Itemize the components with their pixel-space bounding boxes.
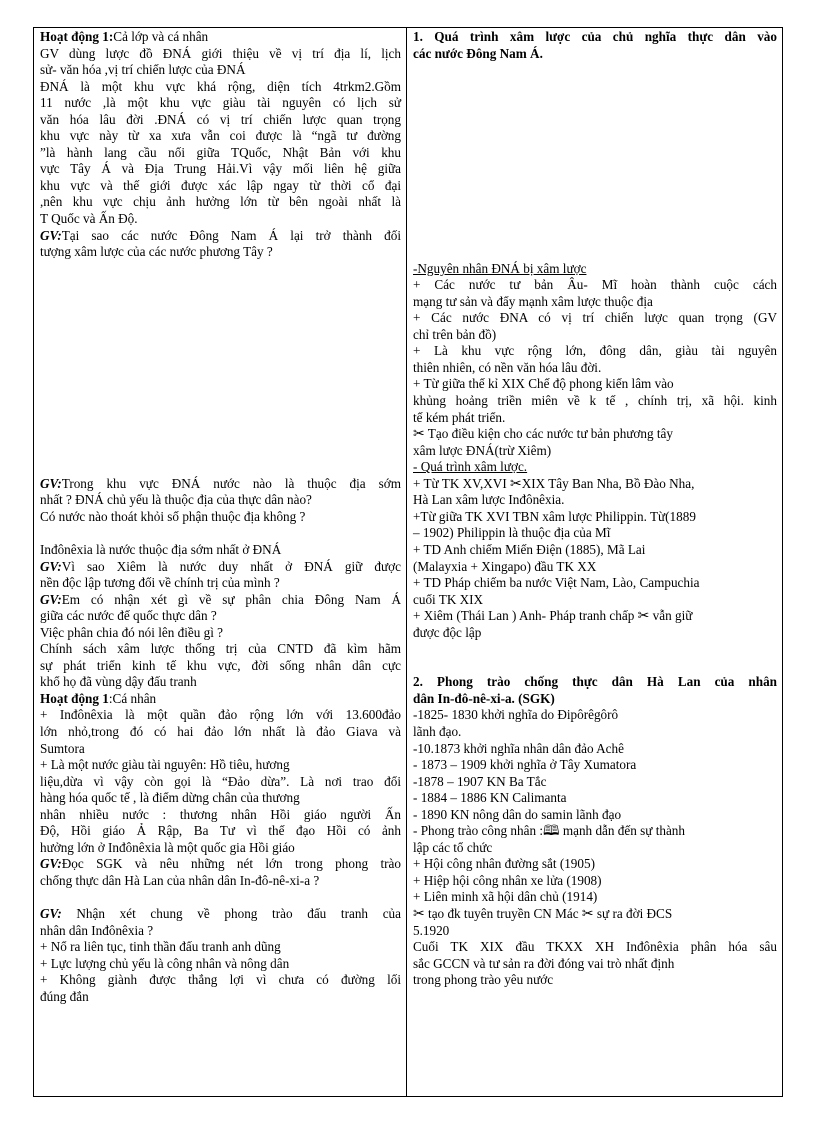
text-line <box>40 840 401 857</box>
text-segment: (Malayxia + Xingapo) đầu TK XX <box>413 558 597 574</box>
text-segment: - 1873 – 1909 khởi nghĩa ở Tây Xumatora <box>413 757 637 773</box>
text-line <box>413 724 777 741</box>
text-segment: tạo đk tuyên truyền CN Mác <box>424 905 582 921</box>
text-segment: 2. Phong trào chống thực dân Hà Lan của nhân <box>413 674 777 690</box>
text-segment: chỉ trên bản đồ) <box>413 326 497 342</box>
text-segment: sự ra đời ĐCS <box>593 905 673 921</box>
symbol-glyph: 🕮 <box>543 824 560 840</box>
text-segment: GV: <box>40 905 62 921</box>
text-segment: xâm lược ĐNÁ(trừ Xiêm) <box>413 442 552 458</box>
text-segment: hưởng lớn ở Inđônêxia là một quốc gia Hồi giáo <box>40 839 295 855</box>
text-line <box>40 211 401 228</box>
blank-line <box>413 145 777 162</box>
text-line <box>413 277 777 294</box>
text-line <box>40 873 401 890</box>
text-line <box>40 939 401 956</box>
text-line <box>40 112 401 129</box>
text-segment: Cả lớp và cá nhân <box>113 29 209 44</box>
text-line <box>413 889 777 906</box>
text-line <box>413 873 777 890</box>
text-line <box>413 972 777 989</box>
blank-line <box>413 658 777 675</box>
text-line <box>40 691 401 708</box>
blank-line <box>413 194 777 211</box>
text-line <box>413 376 777 393</box>
text-segment: Cuối TK XIX đầu TKXX XH Inđônêxia phân hóa sâu <box>413 939 777 955</box>
text-segment: nhất ? ĐNÁ chủ yếu là thuộc địa của thực dân nào? <box>40 492 312 508</box>
text-segment: khổ họ đã vùng dậy đấu tranh <box>40 674 197 690</box>
text-segment: + Không giành được thắng lợi vì chưa có đường lối <box>40 972 401 988</box>
text-line <box>40 641 401 658</box>
text-line <box>413 923 777 940</box>
text-line <box>413 426 777 443</box>
text-segment: + Hội công nhân đường sắt (1905) <box>413 856 595 872</box>
text-line <box>413 476 777 493</box>
text-line <box>413 823 777 840</box>
text-segment: Hoạt động 1 <box>40 690 109 706</box>
blank-line <box>413 95 777 112</box>
text-segment: + TD Anh chiếm Miến Điện (1885), Mã Lai <box>413 541 646 557</box>
text-line <box>40 509 401 526</box>
text-segment: 1. Quá trình xâm lược của chủ nghĩa thực dân vào <box>413 29 777 44</box>
text-line <box>413 856 777 873</box>
text-segment: Hà Lan xâm lược Inđônêxia. <box>413 492 565 508</box>
text-segment: Độ, Hồi giáo Ả Rập, Ba Tư vì thế đạo Hồi có ảnh <box>40 823 401 839</box>
blank-line <box>413 128 777 145</box>
text-segment: Sumtora <box>40 740 85 756</box>
text-segment: + Inđônêxia là một quần đảo rộng lớn với 13.600đảo <box>40 707 401 723</box>
blank-line <box>40 376 401 393</box>
text-line <box>413 707 777 724</box>
blank-line <box>413 62 777 79</box>
text-segment: ĐNÁ là một khu vực khá rộng, diện tích 4trkm2.Gồm <box>40 78 401 94</box>
text-segment: Vì sao Xiêm là nước duy nhất ở ĐNÁ giữ được <box>61 558 401 574</box>
text-line <box>40 989 401 1006</box>
text-segment: - Quá trình xâm lược. <box>413 459 528 475</box>
text-segment: + Nổ ra liên tục, tinh thần đấu tranh anh dũng <box>40 939 281 955</box>
text-segment: -Nguyên nhân ĐNÁ bị xâm lược <box>413 260 587 276</box>
text-segment: cuối TK XIX <box>413 591 484 607</box>
text-segment: + Từ giữa thế kỉ XIX Chế độ phong kiến lâm vào <box>413 376 674 392</box>
text-segment: + Liên minh xã hội dân chủ (1914) <box>413 889 598 905</box>
text-segment: sắc GCCN và tư sản ra đời đóng vai trò nhất định <box>413 955 675 971</box>
text-segment: Nhận xét chung về phong trào đấu tranh của <box>61 905 401 921</box>
text-segment: GV dùng lược đồ ĐNÁ giới thiệu về vị trí địa lí, lịch <box>40 45 401 61</box>
blank-line <box>40 426 401 443</box>
text-segment: - 1884 – 1886 KN Calimanta <box>413 790 567 806</box>
text-segment: khu vực này từ xa xưa vẫn coi được là “ngã tư đường <box>40 128 401 144</box>
text-line <box>413 327 777 344</box>
blank-line <box>413 211 777 228</box>
text-segment: lớn nhỏ,trong đó có hai đảo lớn nhất là đảo Giava và <box>40 723 401 739</box>
text-segment: đúng đắn <box>40 988 89 1004</box>
text-segment: liệu,dừa vì vậy còn gọi là “Đảo dừa”. Là nơi trao đổi <box>40 773 401 789</box>
blank-line <box>40 459 401 476</box>
text-segment: GV: <box>40 856 62 872</box>
text-segment: T Quốc và Ấn Độ. <box>40 211 138 227</box>
text-segment: sự phát triển kinh tế khu vực, đời sống nhân dân cực <box>40 657 401 673</box>
text-segment: Hoạt động 1: <box>40 29 114 44</box>
text-segment: mạng tư sản và đẩy mạnh xâm lược thuộc địa <box>413 293 653 309</box>
text-segment: thiên nhiên, có nền văn hóa lâu đời. <box>413 359 602 375</box>
text-line <box>40 707 401 724</box>
lesson-content-column <box>407 28 783 1097</box>
text-line <box>40 774 401 791</box>
lesson-plan-table <box>33 27 783 1097</box>
blank-line <box>40 261 401 278</box>
symbol-glyph: ✂ <box>413 906 425 922</box>
text-line <box>40 194 401 211</box>
text-segment: 11 nước ,là một khu vực giàu tài nguyên có lịch sử <box>40 95 401 111</box>
text-line <box>40 161 401 178</box>
text-line <box>413 310 777 327</box>
text-line <box>413 741 777 758</box>
text-line <box>40 62 401 79</box>
text-segment: nền độc lập tương đối về chính trị của mình ? <box>40 575 280 591</box>
text-segment: - 1890 KN nông dân do samin lãnh đạo <box>413 806 622 822</box>
text-line <box>413 525 777 542</box>
text-line <box>413 343 777 360</box>
text-line <box>413 443 777 460</box>
text-segment: GV: <box>40 475 62 491</box>
text-segment: nhân dân Inđônêxia ? <box>40 922 154 938</box>
blank-line <box>40 343 401 360</box>
text-segment: mạnh dẫn đến sự thành <box>559 823 685 839</box>
blank-line <box>413 79 777 96</box>
blank-line <box>40 327 401 344</box>
text-line <box>40 559 401 576</box>
blank-line <box>40 889 401 906</box>
blank-line <box>413 228 777 245</box>
blank-line <box>40 360 401 377</box>
text-line <box>40 956 401 973</box>
text-segment: vực Tây Á và Địa Trung Hải.Vì vậy mối liên hệ giữa <box>40 161 401 177</box>
text-segment: lãnh đạo. <box>413 723 462 739</box>
text-line <box>40 575 401 592</box>
text-segment: Việc phân chia đó nói lên điều gì ? <box>40 624 224 640</box>
blank-line <box>40 443 401 460</box>
text-segment: - Phong trào công nhân : <box>413 823 544 839</box>
text-line <box>413 294 777 311</box>
text-segment: +Từ giữa TK XVI TBN xâm lược Philippin. Từ(1889 <box>413 508 696 524</box>
text-line <box>413 674 777 691</box>
text-line <box>40 658 401 675</box>
text-line <box>413 625 777 642</box>
blank-line <box>40 410 401 427</box>
text-segment: :Cá nhân <box>108 690 157 706</box>
text-segment: + Lực lượng chủ yếu là công nhân và nông dân <box>40 955 290 971</box>
text-segment: GV: <box>40 591 62 607</box>
text-segment: GV: <box>40 227 62 243</box>
text-segment: giữa các nước đế quốc thực dân ? <box>40 608 217 624</box>
text-line <box>40 95 401 112</box>
text-segment: hàng hóa quốc tế , là điểm dừng chân của thương <box>40 790 300 806</box>
table-row <box>34 28 783 1097</box>
text-segment: + TD Pháp chiếm ba nước Việt Nam, Lào, Campuchia <box>413 575 700 591</box>
text-segment: tượng xâm lược của các nước phương Tây ? <box>40 244 273 260</box>
text-line <box>413 790 777 807</box>
text-segment: các nước Đông Nam Á. <box>413 45 543 61</box>
text-line <box>40 542 401 559</box>
text-segment: + Từ TK XV,XVI <box>413 475 511 491</box>
text-segment: Em có nhận xét gì về sự phân chia Đông Nam Á <box>61 591 401 607</box>
text-line <box>40 608 401 625</box>
text-segment: Tại sao các nước Đông Nam Á lại trở thành đối <box>61 227 401 243</box>
text-line <box>413 393 777 410</box>
text-segment: được độc lập <box>413 624 482 640</box>
text-line <box>40 724 401 741</box>
text-segment: + Là khu vực rộng lớn, đông dân, giàu tài nguyên <box>413 343 777 359</box>
text-line <box>413 542 777 559</box>
text-line <box>413 509 777 526</box>
text-segment: -1878 – 1907 KN Ba Tắc <box>413 773 547 789</box>
text-segment: + Các nước ĐNA có vị trí chiến lược quan trọng (GV <box>413 310 777 326</box>
symbol-glyph: ✂ <box>637 609 650 625</box>
blank-line <box>40 393 401 410</box>
text-line <box>413 46 777 63</box>
text-line <box>40 923 401 940</box>
text-line <box>40 79 401 96</box>
text-segment: ,nên khu vực chịu ảnh hưởng lớn từ bên ngoài nhất là <box>40 194 401 210</box>
text-line <box>40 906 401 923</box>
text-line <box>40 674 401 691</box>
text-line <box>40 757 401 774</box>
text-segment: Có nước nào thoát khỏi số phận thuộc địa không ? <box>40 508 306 524</box>
text-segment: chống thực dân Hà Lan của nhân dân In-đô-nê-xi-a ? <box>40 872 320 888</box>
text-segment: nhân nhiều nước : thương nhân Hồi giáo người Ấn <box>40 806 401 822</box>
blank-line <box>40 277 401 294</box>
text-segment: khu vực và thế giới được xác lập ngay từ thời cổ đại <box>40 177 401 193</box>
text-segment: + Xiêm (Thái Lan ) Anh- Pháp tranh chấp <box>413 608 638 624</box>
text-line <box>413 956 777 973</box>
text-line <box>413 807 777 824</box>
text-line <box>40 856 401 873</box>
text-segment: vẫn giữ <box>649 608 693 624</box>
text-line <box>413 360 777 377</box>
text-line <box>413 757 777 774</box>
text-segment: + Là một nước giàu tài nguyên: Hồ tiêu, hương <box>40 757 290 773</box>
text-segment: ”là hành lang cầu nối giữa TQuốc, Nhật Bản với khu <box>40 144 401 160</box>
text-line <box>40 46 401 63</box>
blank-line <box>413 244 777 261</box>
text-line <box>40 244 401 261</box>
text-segment: trong phong trào yêu nước <box>413 972 554 988</box>
symbol-glyph: ✂ <box>413 427 425 443</box>
symbol-glyph: ✂ <box>510 476 522 492</box>
text-segment: dân In-đô-nê-xi-a. (SGK) <box>413 690 555 706</box>
text-segment: XIX Tây Ban Nha, Bồ Đào Nha, <box>521 475 695 491</box>
text-segment: GV: <box>40 558 62 574</box>
text-segment: tế kém phát triển. <box>413 409 506 425</box>
text-line <box>413 691 777 708</box>
teacher-activity-column <box>34 28 407 1097</box>
text-line <box>40 823 401 840</box>
text-line <box>413 261 777 278</box>
text-segment: -10.1873 khởi nghĩa nhân dân đảo Achê <box>413 740 624 756</box>
text-line <box>413 939 777 956</box>
text-line <box>413 774 777 791</box>
text-segment: – 1902) Philippin là thuộc địa của Mĩ <box>413 525 611 541</box>
blank-line <box>40 294 401 311</box>
text-line <box>40 178 401 195</box>
text-line <box>40 228 401 245</box>
text-segment: Trong khu vực ĐNÁ nước nào là thuộc địa sớm <box>61 475 401 491</box>
blank-line <box>40 525 401 542</box>
blank-line <box>413 161 777 178</box>
text-line <box>413 29 777 46</box>
text-line <box>40 476 401 493</box>
text-line <box>413 492 777 509</box>
text-line <box>40 972 401 989</box>
text-segment: 5.1920 <box>413 922 450 938</box>
text-line <box>40 145 401 162</box>
text-line <box>413 559 777 576</box>
text-segment: khủng hoảng triền miên về k tế , chính trị, xã hội. kinh <box>413 393 777 409</box>
text-line <box>413 592 777 609</box>
text-line <box>40 592 401 609</box>
text-line <box>40 741 401 758</box>
text-line <box>413 608 777 625</box>
text-line <box>40 790 401 807</box>
text-segment: Inđônêxia là nước thuộc địa sớm nhất ở ĐNÁ <box>40 541 282 557</box>
symbol-glyph: ✂ <box>581 906 594 922</box>
text-line <box>413 906 777 923</box>
text-segment: -1825- 1830 khởi nghĩa do Đipôrêgôrô <box>413 707 619 723</box>
text-line <box>40 29 401 46</box>
blank-line <box>40 310 401 327</box>
blank-line <box>413 112 777 129</box>
text-line <box>413 459 777 476</box>
text-segment: Đọc SGK và nêu những nét lớn trong phong trào <box>61 856 401 872</box>
text-line <box>413 410 777 427</box>
text-segment: Tạo điều kiện cho các nước tư bản phương tây <box>424 426 674 442</box>
text-line <box>40 625 401 642</box>
text-segment: + Hiệp hội công nhân xe lửa (1908) <box>413 872 602 888</box>
text-segment: Chính sách xâm lược thống trị của CNTD đã kìm hãm <box>40 641 401 657</box>
text-segment: lập các tổ chức <box>413 839 493 855</box>
text-line <box>413 840 777 857</box>
text-segment: văn hóa lâu đời .ĐNÁ có vị trí chiến lược quan trọng <box>40 111 401 127</box>
text-line <box>413 575 777 592</box>
text-segment: sử- văn hóa ,vị trí chiến lược của ĐNÁ <box>40 62 246 78</box>
blank-line <box>413 178 777 195</box>
blank-line <box>413 641 777 658</box>
text-line <box>40 128 401 145</box>
text-line <box>40 492 401 509</box>
text-line <box>40 807 401 824</box>
text-segment: + Các nước tư bản Âu- Mĩ hoàn thành cuộc cách <box>413 277 777 293</box>
